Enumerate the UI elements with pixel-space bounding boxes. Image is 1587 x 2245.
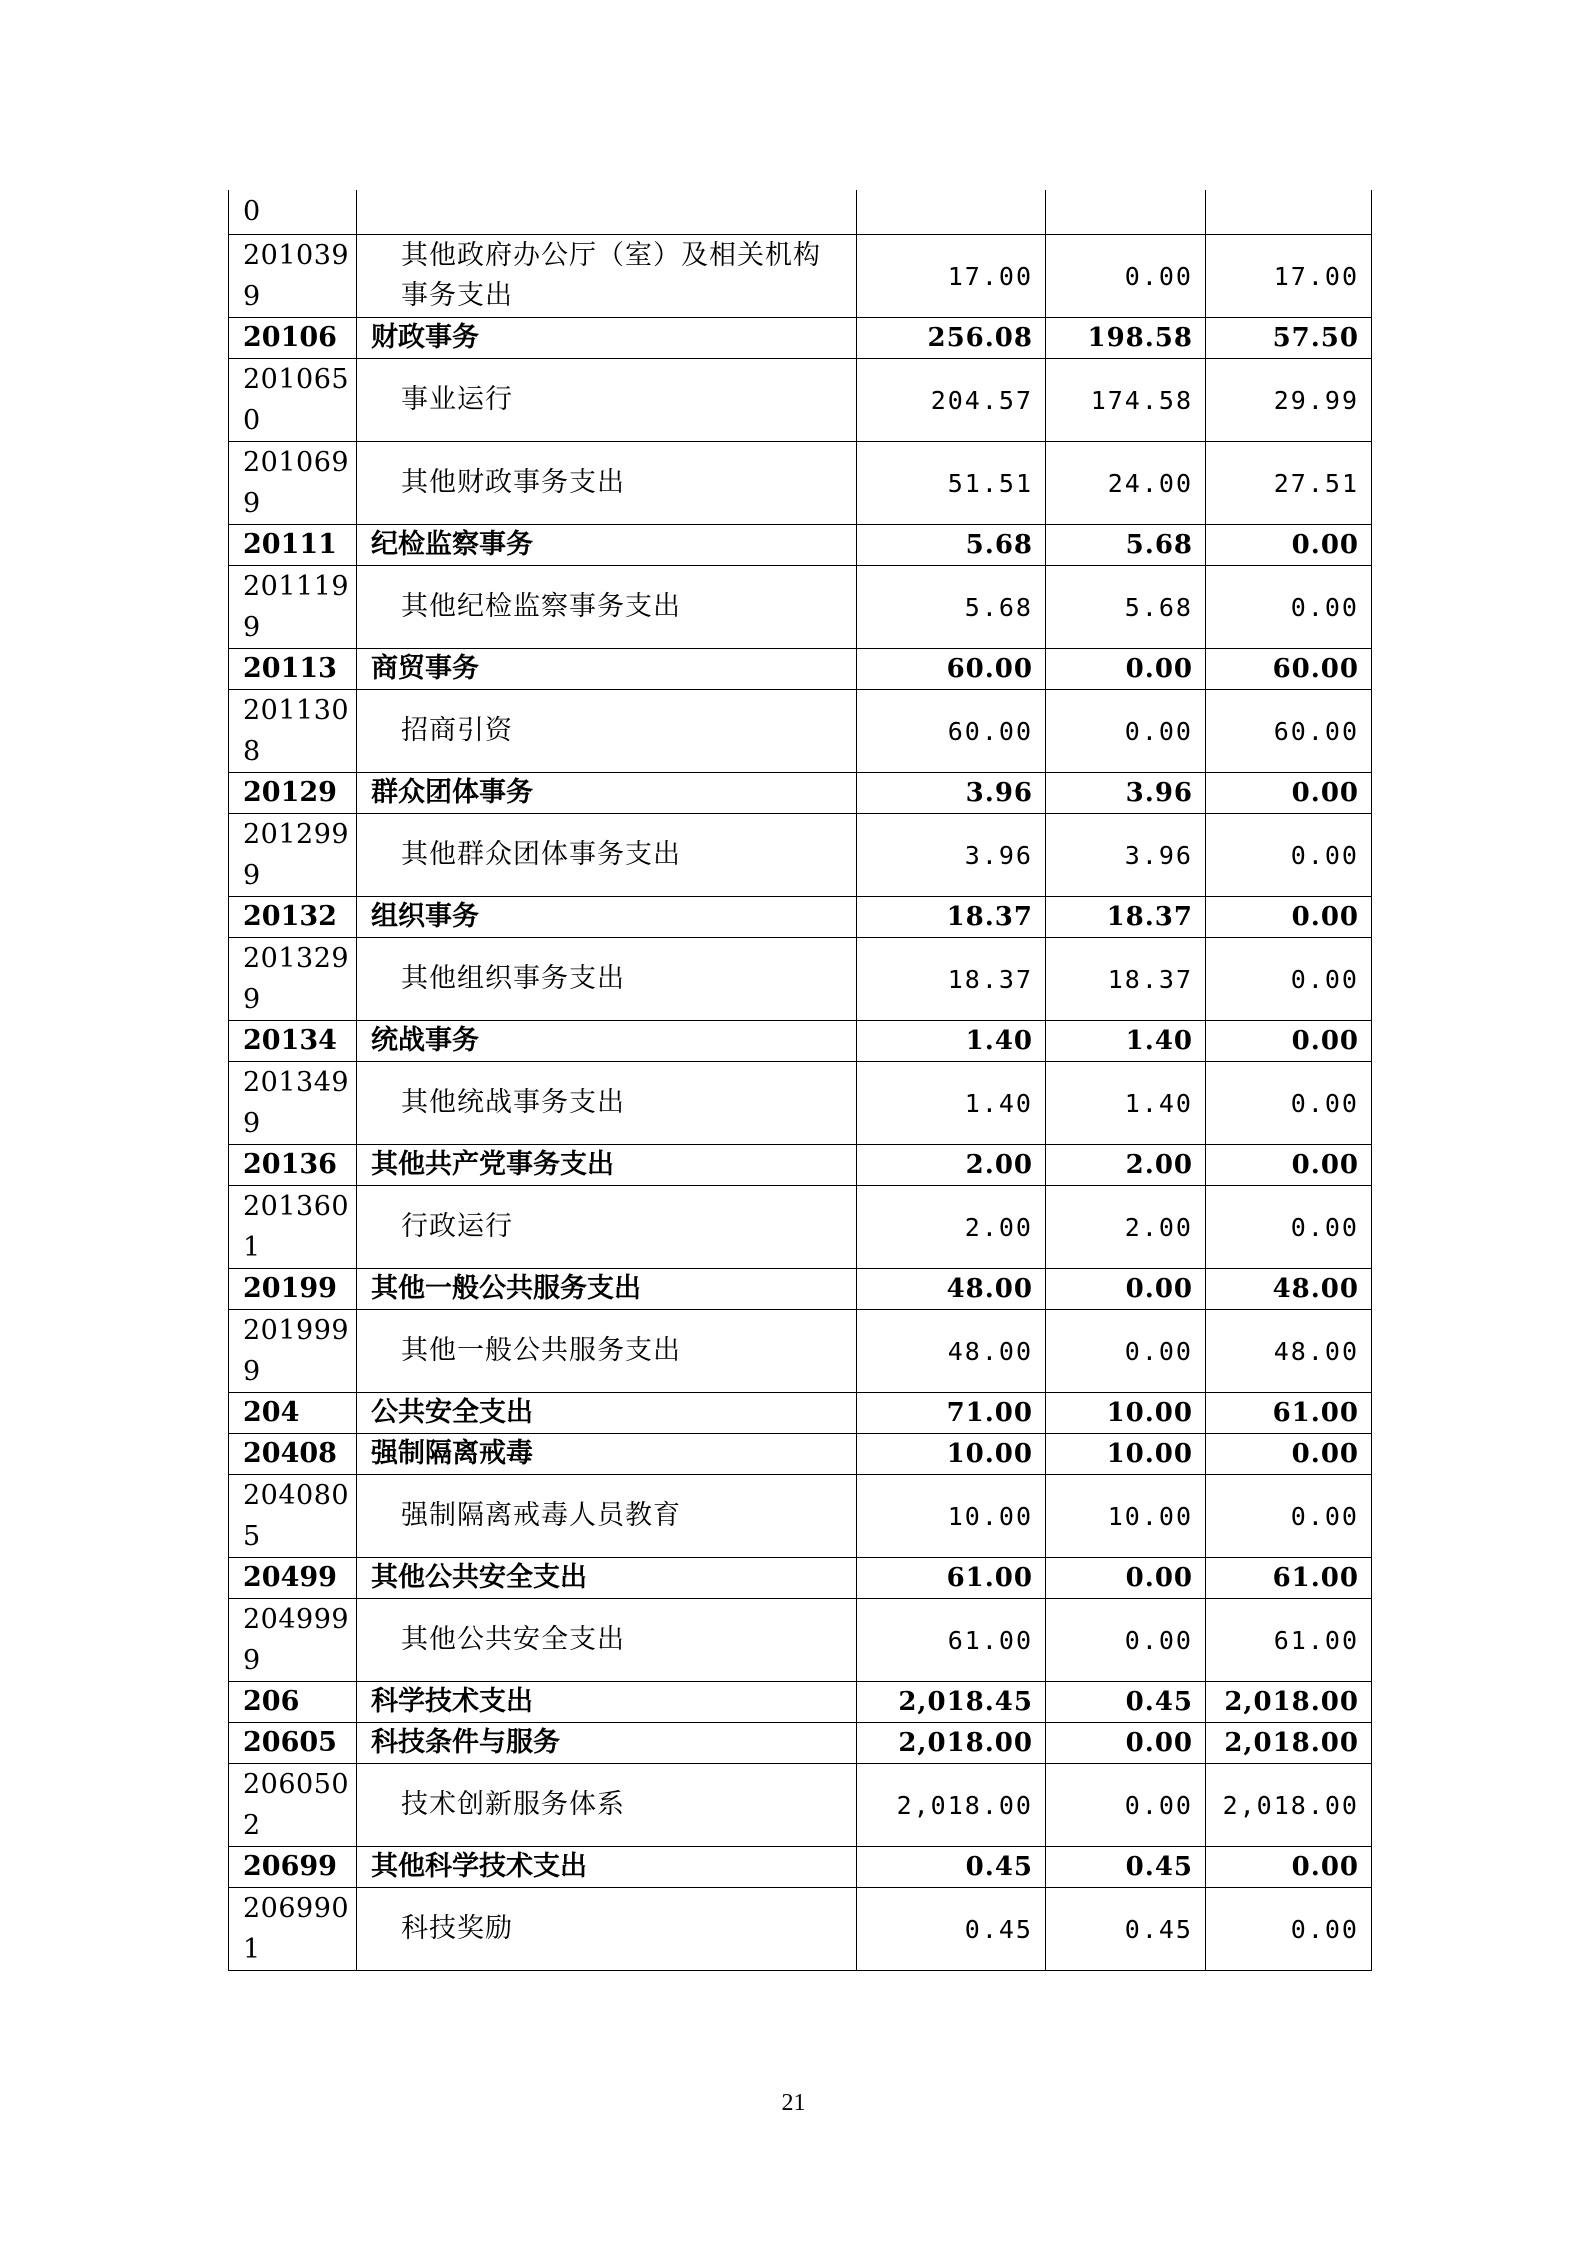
table-row xyxy=(229,190,1372,235)
row-project: 2,018.00 xyxy=(1206,1764,1372,1847)
row-project: 29.99 xyxy=(1206,359,1372,442)
row-basic: 198.58 xyxy=(1046,318,1206,359)
row-project: 0.00 xyxy=(1206,1021,1372,1062)
row-project: 61.00 xyxy=(1206,1393,1372,1434)
row-name: 其他组织事务支出 xyxy=(357,938,857,1021)
row-code: 2010699 xyxy=(229,442,357,525)
row-total: 0.45 xyxy=(857,1847,1046,1888)
row-name xyxy=(357,190,857,235)
row-code: 20111 xyxy=(229,525,357,566)
table-row xyxy=(229,649,1372,690)
row-name: 行政运行 xyxy=(357,1186,857,1269)
row-name: 其他公共安全支出 xyxy=(357,1599,857,1682)
row-project: 0.00 xyxy=(1206,1888,1372,1971)
row-code: 2060502 xyxy=(229,1764,357,1847)
row-name: 财政事务 xyxy=(357,318,857,359)
table-row xyxy=(229,235,1372,318)
row-project: 0.00 xyxy=(1206,814,1372,897)
row-name: 其他群众团体事务支出 xyxy=(357,814,857,897)
table-row xyxy=(229,318,1372,359)
row-project: 0.00 xyxy=(1206,525,1372,566)
row-code: 0 xyxy=(229,190,357,235)
row-code: 20408 xyxy=(229,1434,357,1475)
table-row xyxy=(229,1847,1372,1888)
table-row xyxy=(229,814,1372,897)
row-code: 2011308 xyxy=(229,690,357,773)
row-project: 0.00 xyxy=(1206,1475,1372,1558)
row-code: 20499 xyxy=(229,1558,357,1599)
row-total: 48.00 xyxy=(857,1269,1046,1310)
table-row xyxy=(229,566,1372,649)
row-project: 27.51 xyxy=(1206,442,1372,525)
table-row xyxy=(229,1558,1372,1599)
row-basic xyxy=(1046,190,1206,235)
table-row xyxy=(229,1888,1372,1971)
row-project: 0.00 xyxy=(1206,1062,1372,1145)
row-name: 科学技术支出 xyxy=(357,1682,857,1723)
row-project: 61.00 xyxy=(1206,1558,1372,1599)
row-total: 61.00 xyxy=(857,1558,1046,1599)
row-basic: 3.96 xyxy=(1046,814,1206,897)
row-name: 纪检监察事务 xyxy=(357,525,857,566)
row-total: 60.00 xyxy=(857,649,1046,690)
row-project: 17.00 xyxy=(1206,235,1372,318)
row-code: 20129 xyxy=(229,773,357,814)
table-row xyxy=(229,1682,1372,1723)
row-name: 其他财政事务支出 xyxy=(357,442,857,525)
table-row xyxy=(229,359,1372,442)
row-name: 公共安全支出 xyxy=(357,1393,857,1434)
row-total: 2,018.45 xyxy=(857,1682,1046,1723)
row-basic: 0.00 xyxy=(1046,1558,1206,1599)
row-basic: 0.00 xyxy=(1046,690,1206,773)
budget-table xyxy=(228,190,1372,1971)
row-project: 0.00 xyxy=(1206,773,1372,814)
row-basic: 0.45 xyxy=(1046,1888,1206,1971)
row-name: 科技条件与服务 xyxy=(357,1723,857,1764)
row-total: 3.96 xyxy=(857,773,1046,814)
row-total: 2.00 xyxy=(857,1145,1046,1186)
table-row xyxy=(229,1475,1372,1558)
row-code: 2010650 xyxy=(229,359,357,442)
row-total: 17.00 xyxy=(857,235,1046,318)
table-row xyxy=(229,1764,1372,1847)
row-name: 其他共产党事务支出 xyxy=(357,1145,857,1186)
row-total: 3.96 xyxy=(857,814,1046,897)
row-basic: 0.00 xyxy=(1046,1723,1206,1764)
row-basic: 174.58 xyxy=(1046,359,1206,442)
row-name: 其他纪检监察事务支出 xyxy=(357,566,857,649)
row-name: 技术创新服务体系 xyxy=(357,1764,857,1847)
row-basic: 0.45 xyxy=(1046,1847,1206,1888)
table-row xyxy=(229,690,1372,773)
row-basic: 5.68 xyxy=(1046,566,1206,649)
row-code: 20132 xyxy=(229,897,357,938)
table-row xyxy=(229,1310,1372,1393)
table-row xyxy=(229,1186,1372,1269)
row-total: 2,018.00 xyxy=(857,1764,1046,1847)
row-basic: 1.40 xyxy=(1046,1021,1206,1062)
row-total: 5.68 xyxy=(857,525,1046,566)
row-code: 20113 xyxy=(229,649,357,690)
row-code: 2069901 xyxy=(229,1888,357,1971)
row-total: 61.00 xyxy=(857,1599,1046,1682)
row-basic: 10.00 xyxy=(1046,1475,1206,1558)
table-row xyxy=(229,1021,1372,1062)
row-project: 60.00 xyxy=(1206,690,1372,773)
row-basic: 0.00 xyxy=(1046,235,1206,318)
row-name: 科技奖励 xyxy=(357,1888,857,1971)
row-basic: 3.96 xyxy=(1046,773,1206,814)
row-total: 1.40 xyxy=(857,1021,1046,1062)
row-total: 204.57 xyxy=(857,359,1046,442)
row-total xyxy=(857,190,1046,235)
row-project: 0.00 xyxy=(1206,1186,1372,1269)
row-code: 20106 xyxy=(229,318,357,359)
table-row xyxy=(229,1145,1372,1186)
row-total: 10.00 xyxy=(857,1475,1046,1558)
row-total: 0.45 xyxy=(857,1888,1046,1971)
row-name: 其他科学技术支出 xyxy=(357,1847,857,1888)
row-project: 0.00 xyxy=(1206,1847,1372,1888)
row-code: 206 xyxy=(229,1682,357,1723)
row-total: 2,018.00 xyxy=(857,1723,1046,1764)
table-row xyxy=(229,1269,1372,1310)
table-row xyxy=(229,1599,1372,1682)
row-code: 2019999 xyxy=(229,1310,357,1393)
row-name: 群众团体事务 xyxy=(357,773,857,814)
row-code: 2010399 xyxy=(229,235,357,318)
row-code: 20199 xyxy=(229,1269,357,1310)
row-project: 2,018.00 xyxy=(1206,1723,1372,1764)
row-name: 其他一般公共服务支出 xyxy=(357,1269,857,1310)
row-name: 强制隔离戒毒人员教育 xyxy=(357,1475,857,1558)
budget-table-body xyxy=(229,190,1372,1971)
row-basic: 18.37 xyxy=(1046,938,1206,1021)
row-project: 0.00 xyxy=(1206,897,1372,938)
row-project xyxy=(1206,190,1372,235)
row-code: 20136 xyxy=(229,1145,357,1186)
row-total: 2.00 xyxy=(857,1186,1046,1269)
row-basic: 2.00 xyxy=(1046,1186,1206,1269)
table-row xyxy=(229,773,1372,814)
row-project: 0.00 xyxy=(1206,566,1372,649)
row-name: 商贸事务 xyxy=(357,649,857,690)
row-code: 20699 xyxy=(229,1847,357,1888)
row-project: 0.00 xyxy=(1206,1434,1372,1475)
row-basic: 0.00 xyxy=(1046,1269,1206,1310)
row-project: 57.50 xyxy=(1206,318,1372,359)
table-row xyxy=(229,938,1372,1021)
table-row xyxy=(229,897,1372,938)
page-number: 21 xyxy=(781,2090,806,2116)
row-total: 18.37 xyxy=(857,938,1046,1021)
row-name: 其他公共安全支出 xyxy=(357,1558,857,1599)
row-code: 2049999 xyxy=(229,1599,357,1682)
row-code: 2013299 xyxy=(229,938,357,1021)
row-name: 招商引资 xyxy=(357,690,857,773)
row-project: 48.00 xyxy=(1206,1269,1372,1310)
row-basic: 0.45 xyxy=(1046,1682,1206,1723)
table-row xyxy=(229,1434,1372,1475)
table-row xyxy=(229,442,1372,525)
row-total: 48.00 xyxy=(857,1310,1046,1393)
row-total: 1.40 xyxy=(857,1062,1046,1145)
row-name: 其他政府办公厅（室）及相关机构事务支出 xyxy=(357,235,857,318)
row-project: 0.00 xyxy=(1206,938,1372,1021)
row-project: 2,018.00 xyxy=(1206,1682,1372,1723)
row-basic: 1.40 xyxy=(1046,1062,1206,1145)
table-row xyxy=(229,1062,1372,1145)
row-total: 5.68 xyxy=(857,566,1046,649)
row-project: 48.00 xyxy=(1206,1310,1372,1393)
row-name: 统战事务 xyxy=(357,1021,857,1062)
row-basic: 10.00 xyxy=(1046,1393,1206,1434)
row-total: 256.08 xyxy=(857,318,1046,359)
row-basic: 5.68 xyxy=(1046,525,1206,566)
row-code: 2012999 xyxy=(229,814,357,897)
row-code: 204 xyxy=(229,1393,357,1434)
row-total: 51.51 xyxy=(857,442,1046,525)
row-project: 60.00 xyxy=(1206,649,1372,690)
table-row xyxy=(229,1723,1372,1764)
row-code: 20605 xyxy=(229,1723,357,1764)
row-basic: 2.00 xyxy=(1046,1145,1206,1186)
row-name: 组织事务 xyxy=(357,897,857,938)
table-row xyxy=(229,1393,1372,1434)
row-name: 其他一般公共服务支出 xyxy=(357,1310,857,1393)
row-basic: 24.00 xyxy=(1046,442,1206,525)
row-basic: 18.37 xyxy=(1046,897,1206,938)
row-name: 事业运行 xyxy=(357,359,857,442)
row-total: 71.00 xyxy=(857,1393,1046,1434)
row-total: 60.00 xyxy=(857,690,1046,773)
row-code: 20134 xyxy=(229,1021,357,1062)
row-basic: 10.00 xyxy=(1046,1434,1206,1475)
row-total: 18.37 xyxy=(857,897,1046,938)
table-row xyxy=(229,525,1372,566)
row-project: 0.00 xyxy=(1206,1145,1372,1186)
row-code: 2013601 xyxy=(229,1186,357,1269)
row-name: 其他统战事务支出 xyxy=(357,1062,857,1145)
row-code: 2040805 xyxy=(229,1475,357,1558)
row-basic: 0.00 xyxy=(1046,649,1206,690)
row-name: 强制隔离戒毒 xyxy=(357,1434,857,1475)
row-total: 10.00 xyxy=(857,1434,1046,1475)
row-basic: 0.00 xyxy=(1046,1764,1206,1847)
row-basic: 0.00 xyxy=(1046,1599,1206,1682)
row-code: 2011199 xyxy=(229,566,357,649)
row-code: 2013499 xyxy=(229,1062,357,1145)
row-project: 61.00 xyxy=(1206,1599,1372,1682)
row-basic: 0.00 xyxy=(1046,1310,1206,1393)
